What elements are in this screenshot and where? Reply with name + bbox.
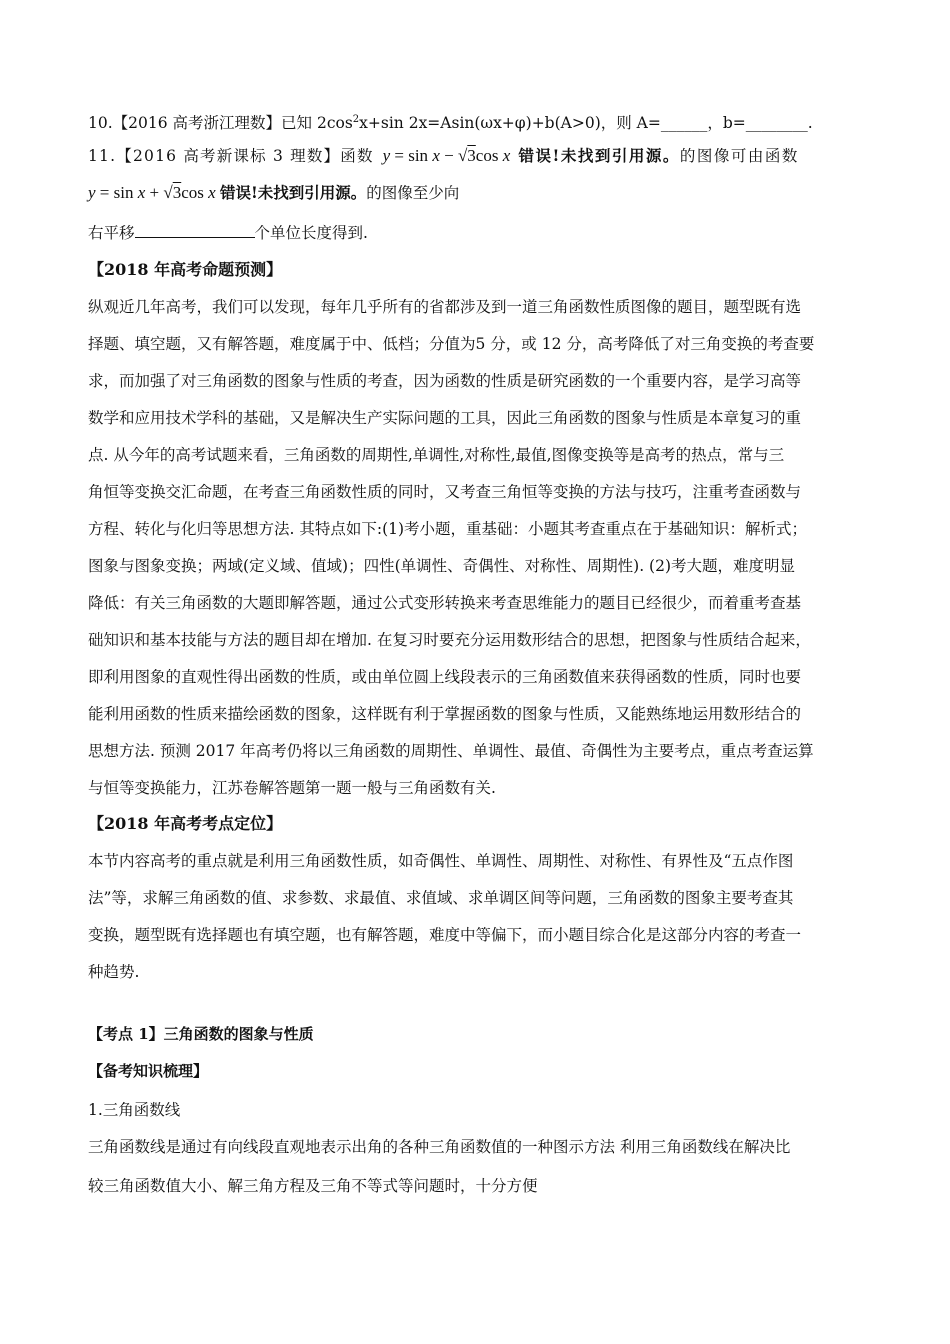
q11-text-2: 的图像至少向 bbox=[366, 184, 460, 202]
q11-answer-blank bbox=[135, 223, 255, 238]
prediction-line: 图象与图象变换；两域(定义域、值域)；四性(单调性、奇偶性、对称性、周期性). (2)考大题，难度明显 bbox=[88, 557, 796, 575]
prediction-line: 数学和应用技术学科的基础，又是解决生产实际问题的工具，因此三角函数的图象与性质是本章复习的重 bbox=[88, 409, 802, 427]
question-11-line-1 bbox=[88, 146, 799, 166]
q10-superscript: 2 bbox=[352, 114, 360, 125]
positioning-line: 种趋势. bbox=[88, 963, 140, 981]
q10-end: . bbox=[807, 114, 813, 133]
q11-function-1: y = sin x − √3cos x bbox=[382, 146, 511, 165]
section-heading-prediction: 【2018 年高考命题预测】 bbox=[88, 260, 283, 279]
q11-line3-prefix: 右平移 bbox=[88, 224, 135, 242]
prediction-line: 纵观近几年高考，我们可以发现，每年几乎所有的省都涉及到一道三角函数性质图像的题目，题型既有选 bbox=[88, 298, 802, 316]
positioning-line: 本节内容高考的重点就是利用三角函数性质，如奇偶性、单调性、周期性、对称性、有界性及“五点作图 bbox=[88, 852, 794, 870]
prediction-line: 择题、填空题，又有解答题，难度属于中、低档；分值为5 分，或 12 分，高考降低了对三角变换的考查要 bbox=[88, 335, 815, 353]
q11-function-2: y = sin x + √3cos x bbox=[88, 183, 216, 202]
kaodian-heading: 【考点 1】三角函数的图象与性质 bbox=[88, 1025, 314, 1043]
prediction-line: 能利用函数的性质来描绘函数的图象，这样既有利于掌握函数的图象与性质，又能熟练地运用数形结合的 bbox=[88, 705, 802, 723]
positioning-line: 变换，题型既有选择题也有填空题，也有解答题，难度中等偏下，而小题目综合化是这部分内容的考查一 bbox=[88, 926, 802, 944]
question-11-line-2 bbox=[88, 183, 459, 203]
question-10 bbox=[88, 110, 813, 133]
kaodian-line: 较三角函数值大小、解三角方程及三角不等式等问题时，十分方便 bbox=[88, 1177, 538, 1195]
section-heading-positioning: 【2018 年高考考点定位】 bbox=[88, 814, 283, 833]
prediction-line: 降低：有关三角函数的大题即解答题，通过公式变形转换来考查思维能力的题目已经很少，而着重考查基 bbox=[88, 594, 802, 612]
q10-body: x+sin 2x=Asin(ωx+φ)+b(A>0)，则 A= bbox=[359, 114, 661, 133]
q11-line3-suffix: 个单位长度得到. bbox=[254, 224, 368, 242]
q11-error-reference-1: 错误!未找到引用源。 bbox=[518, 146, 680, 165]
positioning-line: 法”等，求解三角函数的值、求参数、求最值、求值域、求单调区间等问题，三角函数的图象主要考查其 bbox=[88, 889, 794, 907]
kaodian-line: 三角函数线是通过有向线段直观地表示出角的各种三角函数值的一种图示方法 利用三角函数线在解决比 bbox=[88, 1138, 791, 1156]
prediction-line: 础知识和基本技能与方法的题目却在增加. 在复习时要充分运用数形结合的思想，把图象与性质结合起来， bbox=[88, 631, 811, 649]
question-11-line-3 bbox=[88, 223, 368, 243]
q11-text-1: 的图像可由函数 bbox=[679, 147, 799, 165]
kaodian-item-title: 1.三角函数线 bbox=[88, 1101, 181, 1119]
q10-prefix: 10.【2016 高考浙江理数】已知 2cos bbox=[88, 114, 353, 133]
q11-error-reference-2: 错误!未找到引用源。 bbox=[219, 183, 367, 202]
q10-blank-b: ________ bbox=[745, 114, 808, 133]
q10-mid: ，b= bbox=[707, 114, 746, 133]
q11-prefix: 11.【2016 高考新课标 3 理数】函数 bbox=[88, 147, 374, 165]
prediction-line: 角恒等变换交汇命题，在考查三角函数性质的同时，又考查三角恒等变换的方法与技巧，注重考查函数与 bbox=[88, 483, 802, 501]
q10-blank-a: ______ bbox=[660, 114, 708, 133]
prediction-line: 求，而加强了对三角函数的图象与性质的考查，因为函数的性质是研究函数的一个重要内容，是学习高等 bbox=[88, 372, 802, 390]
kaodian-subheading: 【备考知识梳理】 bbox=[88, 1062, 209, 1080]
prediction-line: 点. 从今年的高考试题来看，三角函数的周期性,单调性,对称性,最值,图像变换等是高考的热点，常与三 bbox=[88, 446, 785, 464]
prediction-line: 方程、转化与化归等思想方法. 其特点如下:(1)考小题，重基础：小题其考查重点在于基础知识：解析式； bbox=[88, 520, 808, 538]
prediction-line: 即利用图象的直观性得出函数的性质，或由单位圆上线段表示的三角函数值来获得函数的性质，同时也要 bbox=[88, 668, 802, 686]
prediction-line: 思想方法. 预测 2017 年高考仍将以三角函数的周期性、单调性、最值、奇偶性为主要考点，重点考查运算 bbox=[88, 742, 814, 760]
prediction-line: 与恒等变换能力，江苏卷解答题第一题一般与三角函数有关. bbox=[88, 779, 496, 797]
